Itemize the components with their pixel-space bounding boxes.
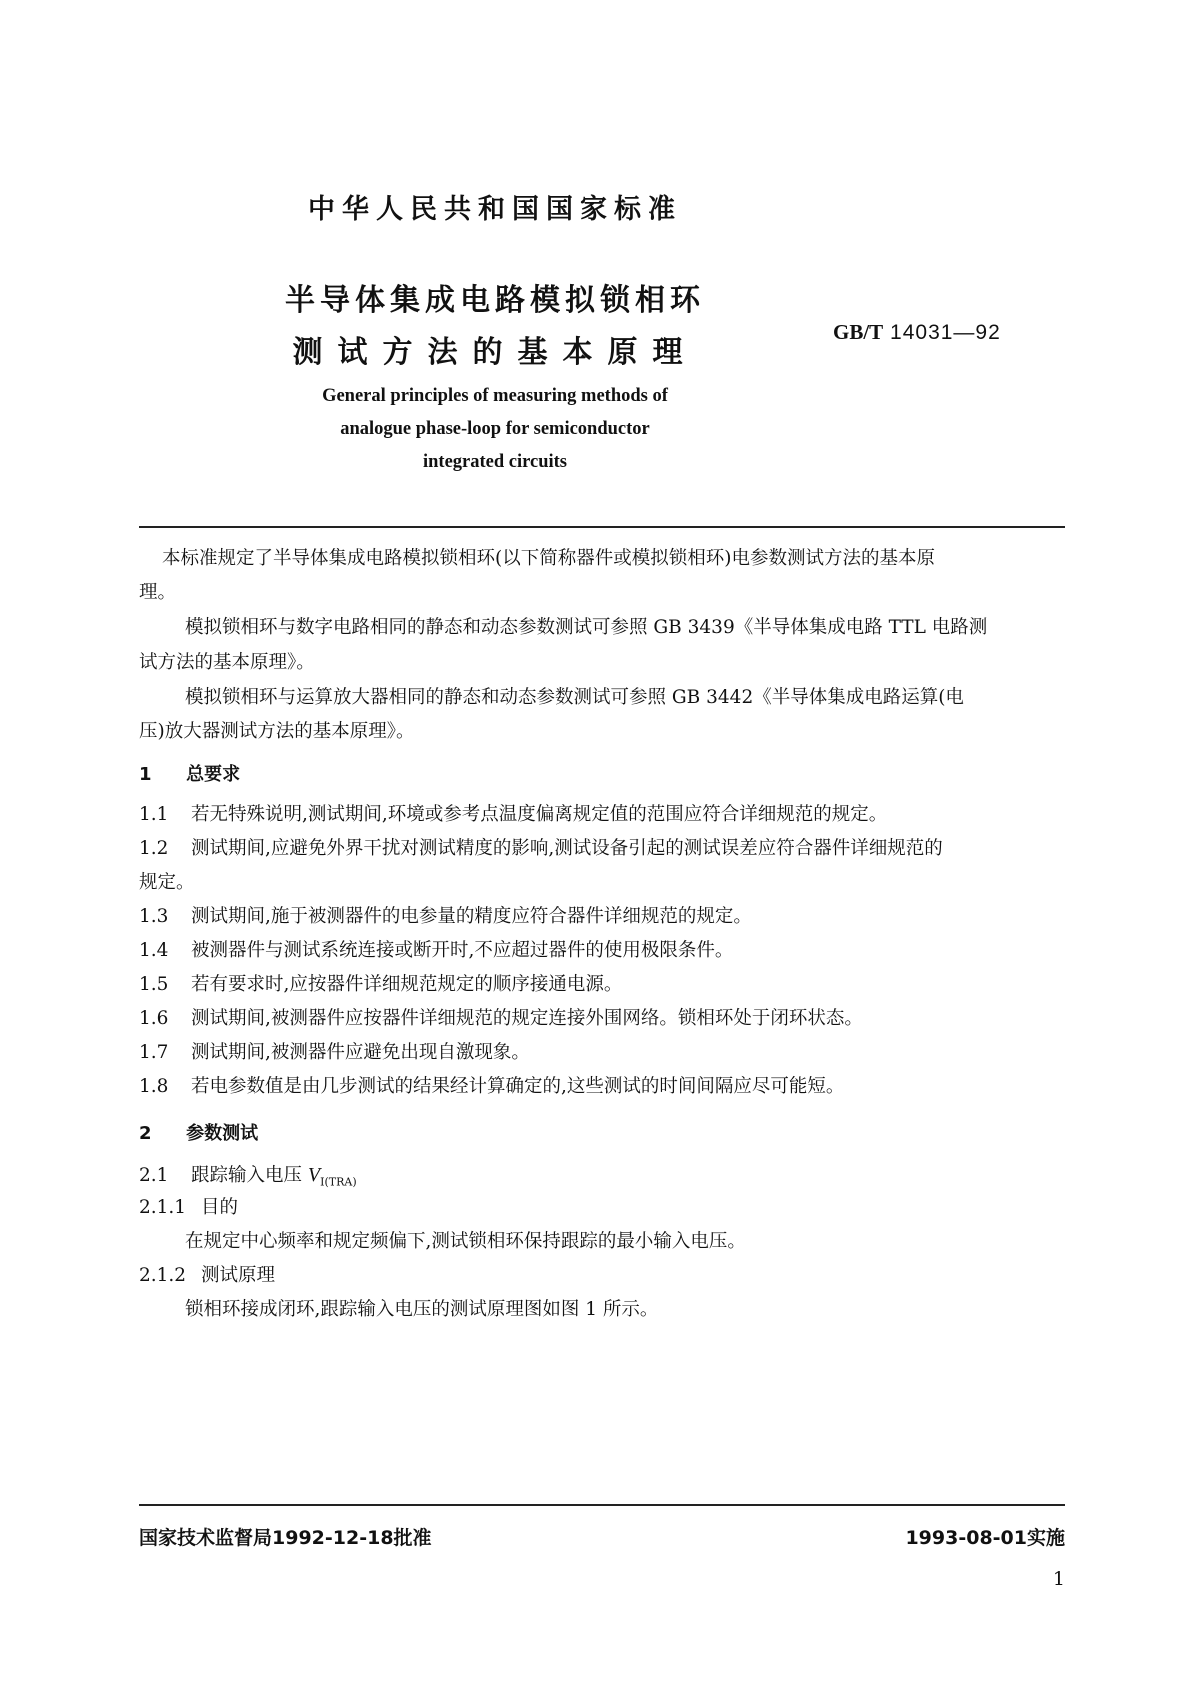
clause-1-6 (139, 1008, 863, 1030)
clause-text: 若无特殊说明,测试期间,环境或参考点温度偏离规定值的范围应符合详细规范的规定。 (191, 804, 888, 825)
section2-title: 参数测试 (186, 1123, 259, 1144)
clause-1-1 (139, 804, 887, 826)
intro-p1-line1: 本标准规定了半导体集成电路模拟锁相环(以下简称器件或模拟锁相环)电参数测试方法的基本原 (162, 548, 935, 569)
section1-number: 1 (139, 764, 152, 785)
clause-text: 若电参数值是由几步测试的结果经计算确定的,这些测试的时间间隔应尽可能短。 (191, 1076, 845, 1097)
title-cn-line2: 测试方法的基本原理 (292, 335, 698, 370)
clause-1-4 (139, 940, 733, 962)
title-cn-line1: 半导体集成电路模拟锁相环 (285, 283, 705, 318)
clause-text: 测试期间,被测器件应按器件详细规范的规定连接外围网络。锁相环处于闭环状态。 (191, 1008, 863, 1029)
section2-number: 2 (139, 1123, 152, 1144)
clause-2-1-2 (139, 1265, 275, 1287)
clause-1-5 (139, 974, 622, 996)
clause-number: 1.4 (139, 940, 169, 961)
clause-number: 1.6 (139, 1008, 169, 1029)
intro-p1-line2: 理。 (139, 582, 177, 603)
clause-1-8 (139, 1076, 844, 1098)
intro-p3-line1: 模拟锁相环与运算放大器相同的静态和动态参数测试可参照 GB 3442《半导体集成电路运算(电 (185, 687, 964, 708)
clause-2-1-1-body: 在规定中心频率和规定频偏下,测试锁相环保持跟踪的最小输入电压。 (185, 1231, 746, 1252)
section1-title: 总要求 (186, 764, 241, 785)
clause-number: 2.1 (139, 1165, 169, 1186)
clause-text: 测试期间,被测器件应避免出现自激现象。 (191, 1042, 530, 1063)
clause-number: 1.8 (139, 1076, 169, 1097)
clause-text: 跟踪输入电压 (191, 1165, 303, 1186)
clause-1-7 (139, 1042, 530, 1064)
intro-p3-line2: 压)放大器测试方法的基本原理》。 (139, 721, 415, 742)
standard-code (833, 320, 1001, 345)
footer-divider (139, 1504, 1065, 1506)
voltage-symbol: V (307, 1164, 321, 1186)
voltage-subscript: I(TRA) (320, 1175, 357, 1189)
clause-title: 目的 (201, 1197, 239, 1218)
standard-code-number: 14031—92 (890, 321, 1001, 344)
clause-text: 若有要求时,应按器件详细规范规定的顺序接通电源。 (191, 974, 623, 995)
page-number: 1 (1052, 1568, 1065, 1590)
intro-p2-line2: 试方法的基本原理》。 (139, 652, 315, 673)
intro-p2-line1: 模拟锁相环与数字电路相同的静态和动态参数测试可参照 GB 3439《半导体集成电路 TTL 电路测 (185, 617, 988, 638)
clause-title: 测试原理 (201, 1265, 276, 1286)
clause-text: 测试期间,应避免外界干扰对测试精度的影响,测试设备引起的测试误差应符合器件详细规范的 (191, 838, 943, 859)
section2-heading (139, 1119, 258, 1145)
clause-number: 2.1.2 (139, 1265, 187, 1286)
clause-text: 测试期间,施于被测器件的电参量的精度应符合器件详细规范的规定。 (191, 906, 752, 927)
clause-2-1 (139, 1163, 357, 1189)
clause-number: 2.1.1 (139, 1197, 187, 1218)
clause-1-2-continuation: 规定。 (139, 872, 195, 893)
approval-line: 国家技术监督局1992-12-18批准 (139, 1527, 432, 1549)
clause-2-1-2-body: 锁相环接成闭环,跟踪输入电压的测试原理图如图 1 所示。 (185, 1299, 659, 1320)
clause-number: 1.2 (139, 838, 169, 859)
clause-text: 被测器件与测试系统连接或断开时,不应超过器件的使用极限条件。 (191, 940, 734, 961)
clause-number: 1.7 (139, 1042, 169, 1063)
standard-code-prefix: GB/T (833, 320, 884, 344)
clause-1-3 (139, 906, 752, 928)
clause-number: 1.1 (139, 804, 169, 825)
implementation-line: 1993-08-01实施 (905, 1527, 1065, 1549)
clause-1-2 (139, 838, 943, 860)
header-divider (139, 526, 1065, 528)
title-en-line2: analogue phase-loop for semiconductor (340, 419, 650, 439)
title-en-line3: integrated circuits (422, 452, 568, 472)
clause-number: 1.3 (139, 906, 169, 927)
section1-heading (139, 760, 240, 786)
title-en-line1: General principles of measuring methods of (322, 386, 668, 406)
clause-2-1-1 (139, 1197, 238, 1219)
clause-number: 1.5 (139, 974, 169, 995)
national-standard-heading: 中华人民共和国国家标准 (308, 194, 682, 225)
